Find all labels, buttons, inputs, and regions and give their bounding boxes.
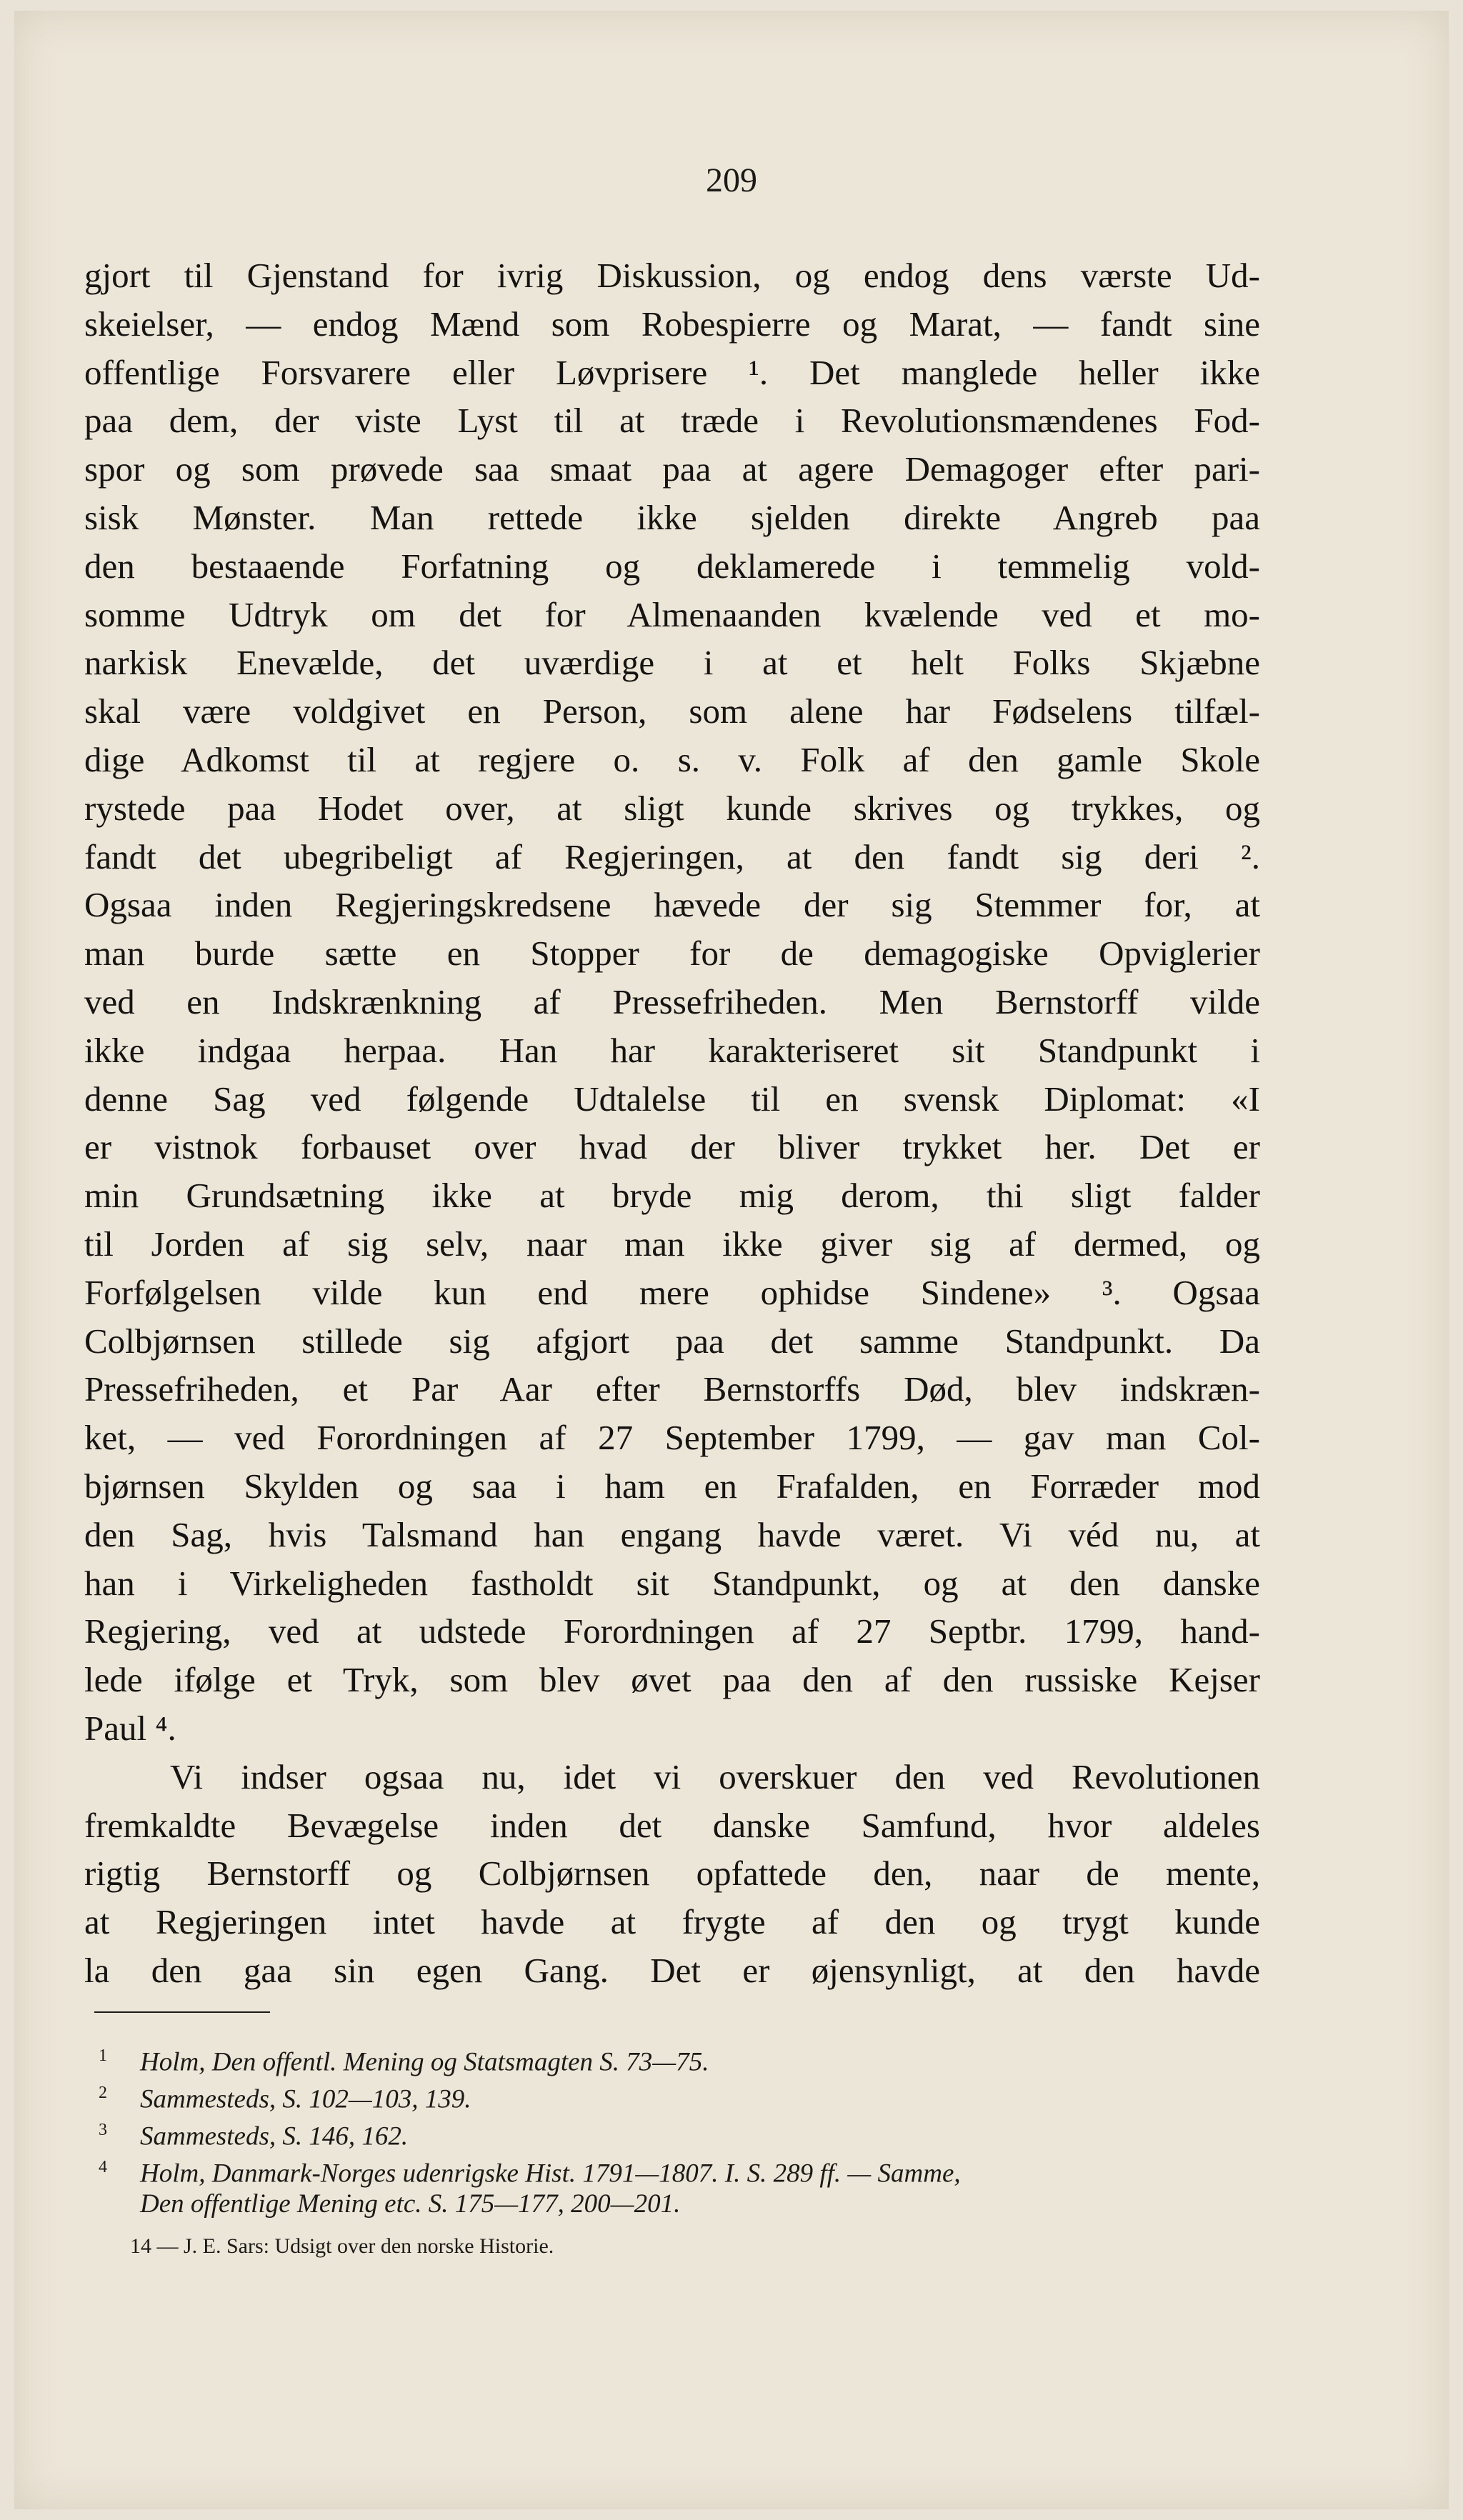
- text-line: Paul ⁴.: [84, 1708, 176, 1748]
- text-line: fremkaldte Bevægelse inden det danske Samfund, hvor aldeles: [84, 1805, 1260, 1845]
- text-line: narkisk Enevælde, det uværdige i at et helt Folks Skjæbne: [84, 643, 1260, 683]
- text-line: Pressefriheden, et Par Aar efter Bernstorffs Død, blev indskræn-: [84, 1369, 1260, 1409]
- footnote-number: 2: [99, 2084, 107, 2102]
- footnotes: [99, 2037, 1263, 2223]
- text-line: dige Adkomst til at regjere o. s. v. Folk af den gamle Skole: [84, 739, 1260, 779]
- text-line: den bestaaende Forfatning og deklamerede i temmelig vold-: [84, 546, 1260, 586]
- footnote: [99, 2074, 1263, 2114]
- text-line: sisk Mønster. Man rettede ikke sjelden direkte Angreb paa: [84, 497, 1260, 537]
- text-line: Colbjørnsen stillede sig afgjort paa det samme Standpunkt. Da: [84, 1321, 1260, 1361]
- body-text: [84, 251, 1260, 1995]
- footnote-text: Sammesteds, S. 102—103, 139.: [140, 2084, 471, 2114]
- footnote: [99, 2037, 1263, 2077]
- text-line: ikke indgaa herpaa. Han har karakteriseret sit Standpunkt i: [84, 1030, 1260, 1070]
- footnote-text: Sammesteds, S. 146, 162.: [140, 2121, 409, 2151]
- text-line: ved en Indskrænkning af Pressefriheden. Men Bernstorff vilde: [84, 981, 1260, 1021]
- page-number: 209: [706, 161, 757, 199]
- text-line: Ogsaa inden Regjeringskredsene hævede der sig Stemmer for, at: [84, 885, 1260, 925]
- text-line: spor og som prøvede saa smaat paa at agere Demagoger efter pari-: [84, 449, 1260, 489]
- text-line: somme Udtryk om det for Almenaanden kvælende ved et mo-: [84, 594, 1260, 634]
- text-line: ket, — ved Forordningen af 27 September 1799, — gav man Col-: [84, 1418, 1260, 1458]
- text-line: denne Sag ved følgende Udtalelse til en svensk Diplomat: «I: [84, 1079, 1260, 1119]
- text-line: man burde sætte en Stopper for de demagogiske Opviglerier: [84, 934, 1260, 974]
- text-line: gjort til Gjenstand for ivrig Diskussion, og endog dens værste Ud-: [84, 256, 1260, 295]
- text-line: Vi indser ogsaa nu, idet vi overskuer den ved Revolutionen: [170, 1756, 1260, 1796]
- text-line: bjørnsen Skylden og saa i ham en Frafalden, en Forræder mod: [84, 1466, 1260, 1506]
- footnote: [99, 2111, 1263, 2149]
- text-line: lede ifølge et Tryk, som blev øvet paa den af den russiske Kejser: [84, 1660, 1260, 1700]
- footnote-continuation: [99, 2186, 1263, 2223]
- text-line: han i Virkeligheden fastholdt sit Standpunkt, og at den danske: [84, 1563, 1260, 1603]
- footnote-text: Den offentlige Mening etc. S. 175—177, 200—201.: [140, 2189, 681, 2219]
- footnote: [99, 2149, 1263, 2189]
- footnote-number: 1: [99, 2046, 107, 2065]
- text-line: Forfølgelsen vilde kun end mere ophidse Sindene» ³. Ogsaa: [84, 1272, 1260, 1312]
- text-line: min Grundsætning ikke at bryde mig derom, thi sligt falder: [84, 1176, 1260, 1216]
- footnote-number: 4: [99, 2158, 107, 2176]
- text-line: er vistnok forbauset over hvad der bliver trykket her. Det er: [84, 1127, 1260, 1167]
- text-line: fandt det ubegribeligt af Regjeringen, at den fandt sig deri ².: [84, 836, 1260, 876]
- printer-signature: 14 — J. E. Sars: Udsigt over den norske Historie.: [130, 2234, 554, 2258]
- text-line: skal være voldgivet en Person, som alene har Fødselens tilfæl-: [84, 691, 1260, 731]
- footnote-text: Holm, Den offentl. Mening og Statsmagten S. 73—75.: [140, 2047, 709, 2077]
- text-line: offentlige Forsvarere eller Løvprisere ¹. Det manglede heller ikke: [84, 352, 1260, 392]
- text-line: skeielser, — endog Mænd som Robespierre og Marat, — fandt sine: [84, 304, 1260, 344]
- footnote-divider: [94, 2011, 270, 2013]
- text-line: at Regjeringen intet havde at frygte af den og trygt kunde: [84, 1902, 1260, 1942]
- footnote-number: 3: [99, 2121, 107, 2139]
- text-line: den Sag, hvis Talsmand han engang havde været. Vi véd nu, at: [84, 1514, 1260, 1554]
- text-line: paa dem, der viste Lyst til at træde i Revolutionsmændenes Fod-: [84, 401, 1260, 441]
- footnote-text: Holm, Danmark-Norges udenrigske Hist. 1791—1807. I. S. 289 ff. — Samme,: [140, 2159, 961, 2189]
- text-line: til Jorden af sig selv, naar man ikke giver sig af dermed, og: [84, 1224, 1260, 1264]
- text-line: la den gaa sin egen Gang. Det er øjensynligt, at den havde: [84, 1950, 1260, 1990]
- text-line: Regjering, ved at udstede Forordningen af 27 Septbr. 1799, hand-: [84, 1611, 1260, 1651]
- text-line: rigtig Bernstorff og Colbjørnsen opfattede den, naar de mente,: [84, 1854, 1260, 1894]
- text-line: rystede paa Hodet over, at sligt kunde skrives og trykkes, og: [84, 788, 1260, 828]
